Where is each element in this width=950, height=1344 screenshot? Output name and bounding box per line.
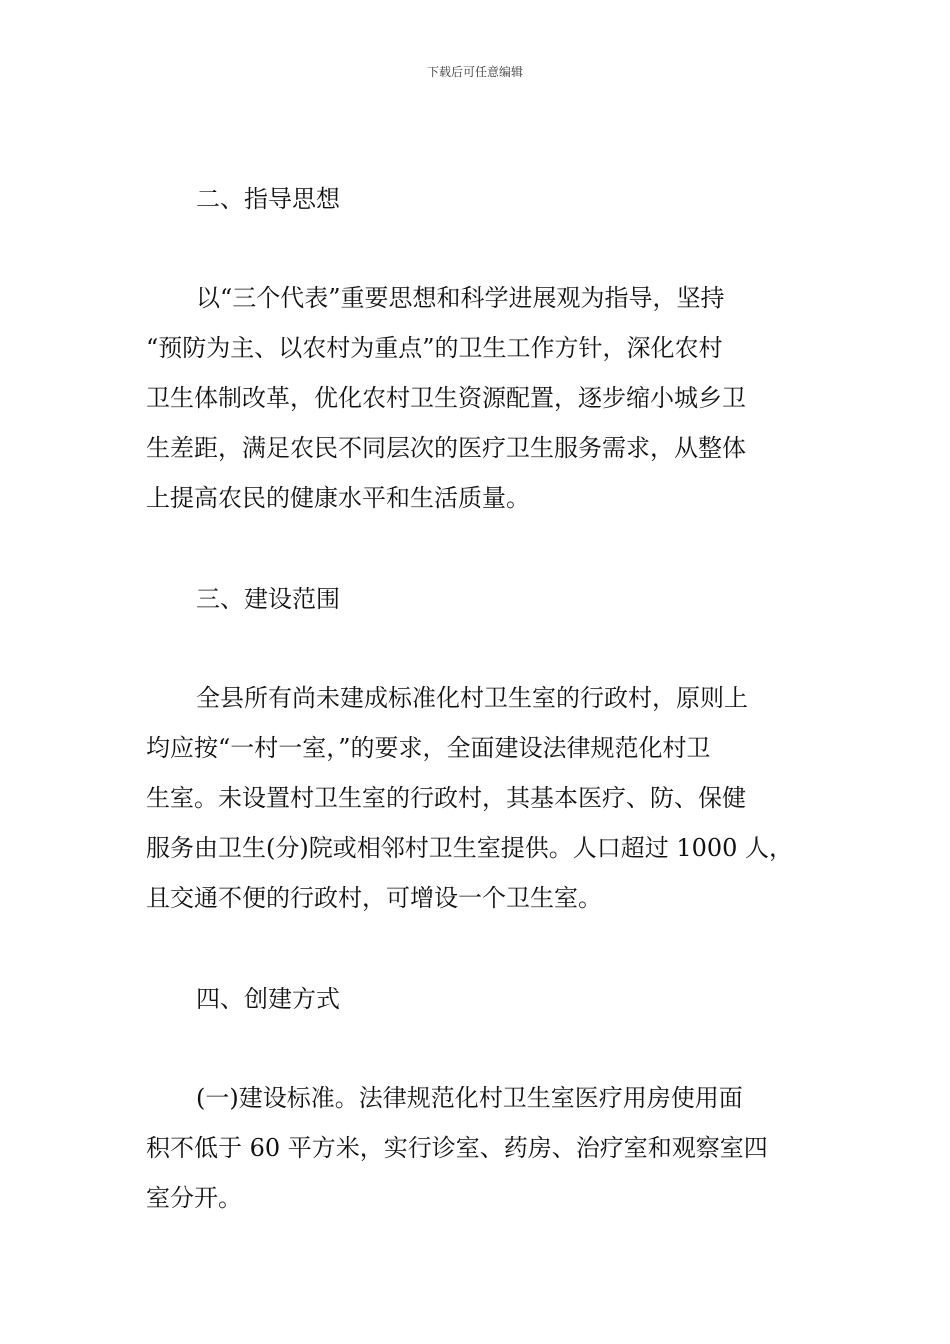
section-heading-creation-method: 四、创建方式 [196,985,340,1013]
paragraph-line: 以“三个代表”重要思想和科学进展观为指导，坚持 [196,284,725,312]
paragraph-line: 卫生体制改革，优化农村卫生资源配置，逐步缩小城乡卫 [146,384,746,412]
paragraph-construction-scope [146,673,836,923]
paragraph-line: 全县所有尚未建成标准化村卫生室的行政村，原则上 [196,684,748,712]
paragraph-line: 上提高农民的健康水平和生活质量。 [146,484,530,512]
paragraph-line: “预防为主、以农村为重点”的卫生工作方针，深化农村 [146,334,723,362]
section-heading-guiding-ideology: 二、指导思想 [196,185,340,213]
paragraph-line: 服务由卫生(分)院或相邻村卫生室提供。人口超过 1000 人， [146,834,794,862]
paragraph-line: 且交通不便的行政村，可增设一个卫生室。 [146,884,602,912]
paragraph-line: (一)建设标准。法律规范化村卫生室医疗用房使用面 [196,1084,743,1112]
paragraph-line: 生室。未设置村卫生室的行政村，其基本医疗、防、保健 [146,784,746,812]
paragraph-line: 均应按“一村一室，”的要求，全面建设法律规范化村卫 [146,734,711,762]
paragraph-creation-method [146,1073,836,1223]
paragraph-line: 积不低于 60 平方米，实行诊室、药房、治疗室和观察室四 [146,1134,768,1162]
paragraph-line: 室分开。 [146,1184,242,1212]
page-header: 下载后可任意编辑 [426,65,523,79]
section-heading-construction-scope: 三、建设范围 [196,585,340,613]
paragraph-guiding-ideology [146,273,836,523]
paragraph-line: 生差距，满足农民不同层次的医疗卫生服务需求，从整体 [146,434,746,462]
